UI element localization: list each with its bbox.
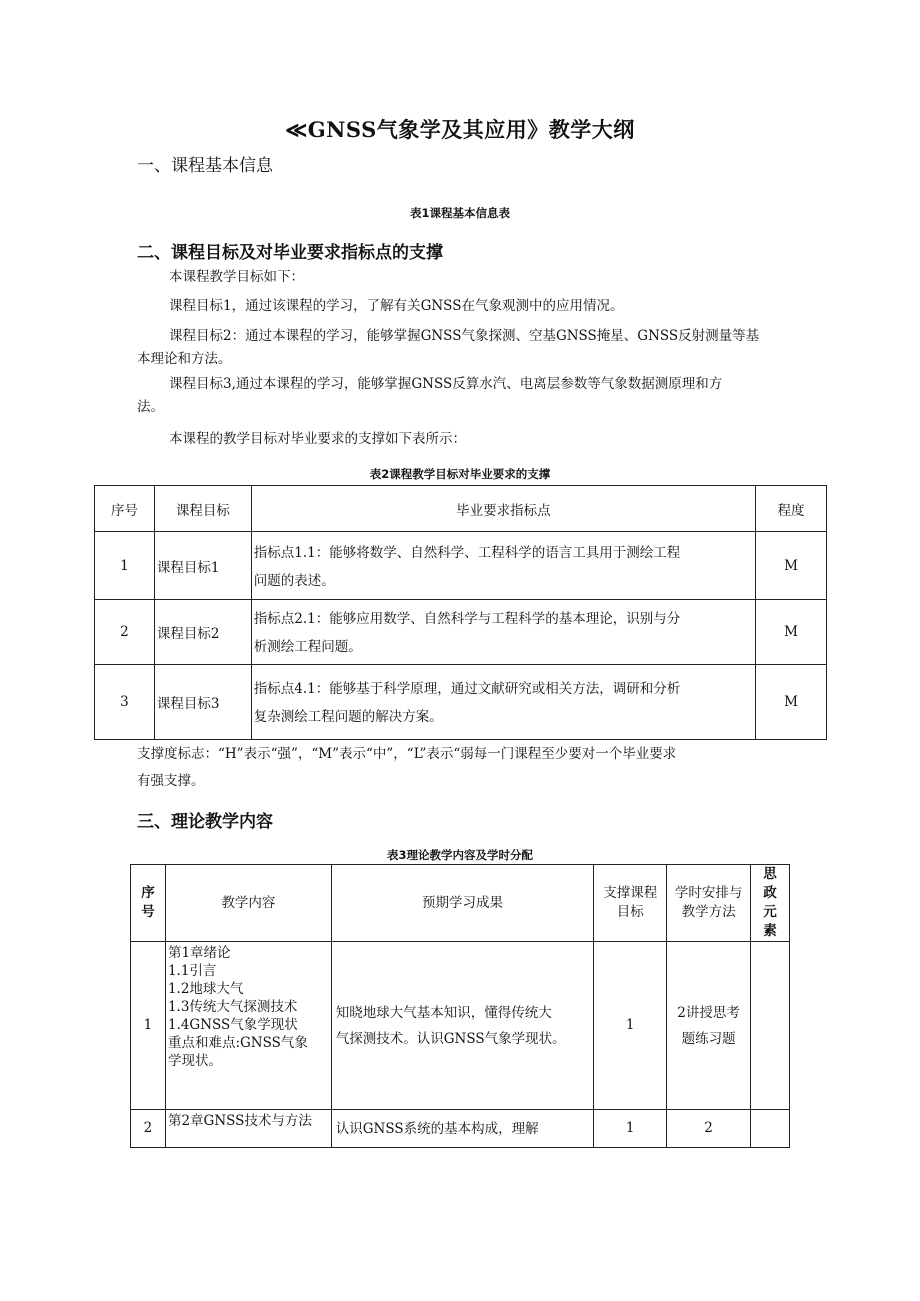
row-content: 第2章GNSS技术与方法 — [165, 1110, 331, 1148]
row-no: 2 — [131, 1110, 166, 1148]
row-goal: 课程目标2 — [154, 600, 251, 665]
row-no: 1 — [131, 942, 166, 1110]
header-indicator: 毕业要求指标点 — [251, 486, 755, 532]
row-outcome: 知晓地球大气基本知识，懂得传统大 气探测技术。认识GNSS气象学现状。 — [331, 942, 594, 1110]
table-row — [95, 532, 827, 600]
table2-caption: 表2课程教学目标对毕业要求的支撑 — [369, 467, 551, 481]
section-theory-heading: 三、理论教学内容 — [137, 812, 273, 832]
objective-1: 课程目标1，通过该课程的学习，了解有关GNSS在气象观测中的应用情况。 — [169, 298, 624, 314]
row-indicator: 指标点1.1：能够将数学、自然科学、工程科学的语言工具用于测绘工程 问题的表述。 — [251, 532, 755, 600]
theory-content-table — [130, 864, 790, 1148]
row-hours: 2讲授思考 题练习题 — [667, 942, 751, 1110]
row-ideology — [751, 942, 790, 1110]
header-hours: 学时安排与 教学方法 — [667, 865, 751, 942]
header-goal: 课程目标 — [154, 486, 251, 532]
row-level: M — [756, 665, 827, 740]
row-support: 1 — [594, 1110, 667, 1148]
header-content: 教学内容 — [165, 865, 331, 942]
table-row — [131, 942, 790, 1110]
row-no: 3 — [95, 665, 155, 740]
header-level: 程度 — [756, 486, 827, 532]
table-header-row — [95, 486, 827, 532]
header-no: 序号 — [95, 486, 155, 532]
table3-caption: 表3理论教学内容及学时分配 — [386, 848, 533, 862]
row-ideology — [751, 1110, 790, 1148]
support-intro: 本课程的教学目标对毕业要求的支撑如下表所示： — [169, 431, 466, 447]
row-indicator: 指标点2.1：能够应用数学、自然科学与工程科学的基本理论，识别与分 析测绘工程问题。 — [251, 600, 755, 665]
row-outcome: 认识GNSS系统的基本构成，理解 — [331, 1110, 594, 1148]
row-level: M — [756, 600, 827, 665]
row-content: 第1章绪论 1.1引言 1.2地球大气 1.3传统大气探测技术 1.4GNSS气象学现状 重点和难点:GNSS气象 学现状。 — [165, 942, 331, 1110]
header-outcome: 预期学习成果 — [331, 865, 594, 942]
objectives-intro: 本课程教学目标如下： — [169, 269, 304, 285]
objective-2: 课程目标2：通过本课程的学习，能够掌握GNSS气象探测、空基GNSS掩星、GNSS反射测量等基 本理论和方法。 — [137, 328, 760, 367]
table1-caption: 表1课程基本信息表 — [409, 206, 510, 220]
document-title: ≪GNSS气象学及其应用》教学大纲 — [285, 117, 635, 142]
row-level: M — [756, 532, 827, 600]
row-goal: 课程目标3 — [154, 665, 251, 740]
objectives-support-table — [94, 485, 827, 740]
section-basic-info-heading: 一、课程基本信息 — [137, 156, 273, 176]
row-support: 1 — [594, 942, 667, 1110]
row-no: 1 — [95, 532, 155, 600]
table-header-row — [131, 865, 790, 942]
header-ideology: 思 政 元 素 — [751, 865, 790, 942]
table-row — [95, 665, 827, 740]
table-row — [95, 600, 827, 665]
row-hours: 2 — [667, 1110, 751, 1148]
header-no: 序 号 — [131, 865, 166, 942]
row-goal: 课程目标1 — [154, 532, 251, 600]
row-indicator: 指标点4.1：能够基于科学原理，通过文献研究或相关方法，调研和分析 复杂测绘工程问题的解决方案。 — [251, 665, 755, 740]
objective-3: 课程目标3,通过本课程的学习，能够掌握GNSS反算水汽、电离层参数等气象数据测原理和方 法。 — [137, 376, 723, 415]
section-objectives-heading: 二、课程目标及对毕业要求指标点的支撑 — [137, 243, 443, 263]
support-level-note: 支撑度标志：“H”表示“强”，“M”表示“中”，“L”表示“弱每一门课程至少要对一个毕业要求 有强支撑。 — [137, 746, 677, 789]
table-row — [131, 1110, 790, 1148]
header-support: 支撑课程 目标 — [594, 865, 667, 942]
row-no: 2 — [95, 600, 155, 665]
